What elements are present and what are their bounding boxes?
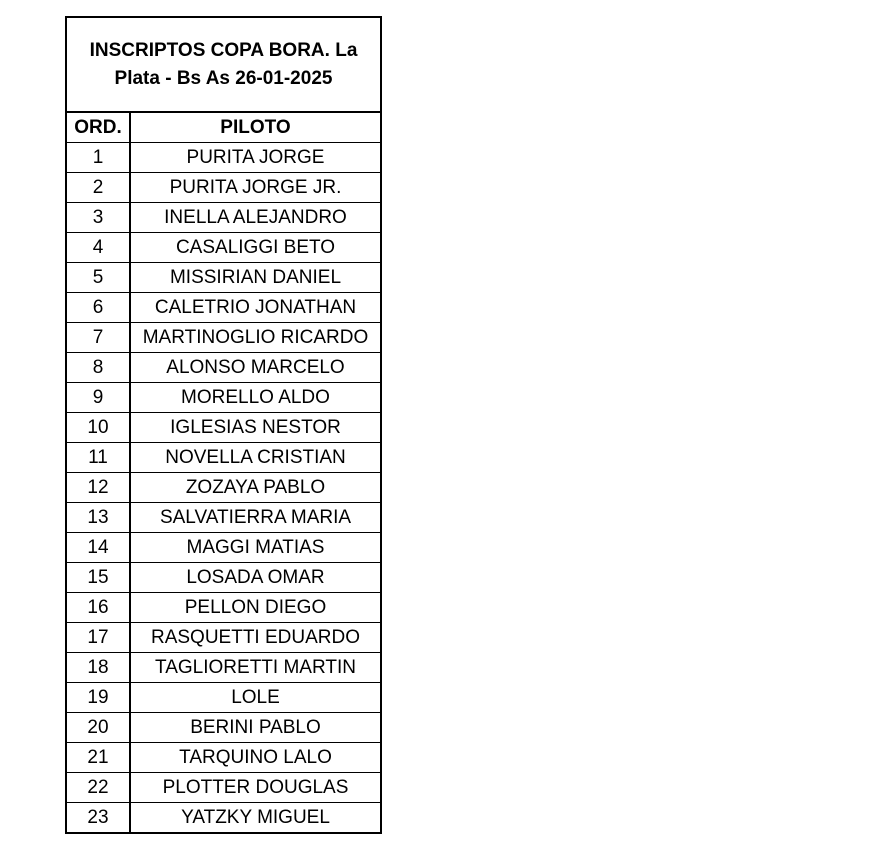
table-row — [67, 563, 380, 593]
piloto-cell: LOLE — [130, 683, 380, 713]
ord-cell: 14 — [67, 533, 130, 563]
piloto-cell: LOSADA OMAR — [130, 563, 380, 593]
sheet-title-line-2: Plata - Bs As 26-01-2025 — [114, 67, 333, 89]
ord-cell: 9 — [67, 383, 130, 413]
piloto-cell: BERINI PABLO — [130, 713, 380, 743]
ord-cell: 11 — [67, 443, 130, 473]
table-row — [67, 443, 380, 473]
piloto-cell: MISSIRIAN DANIEL — [130, 263, 380, 293]
table-row — [67, 173, 380, 203]
ord-cell: 1 — [67, 143, 130, 173]
table-row — [67, 653, 380, 683]
piloto-cell: ZOZAYA PABLO — [130, 473, 380, 503]
sheet-title — [67, 18, 380, 113]
table-row — [67, 593, 380, 623]
ord-cell: 10 — [67, 413, 130, 443]
piloto-cell: TARQUINO LALO — [130, 743, 380, 773]
piloto-cell: MAGGI MATIAS — [130, 533, 380, 563]
table-row — [67, 473, 380, 503]
column-header-piloto: PILOTO — [130, 113, 380, 143]
ord-cell: 2 — [67, 173, 130, 203]
piloto-cell: PURITA JORGE JR. — [130, 173, 380, 203]
table-header-row — [67, 113, 380, 143]
table-row — [67, 203, 380, 233]
ord-cell: 7 — [67, 323, 130, 353]
ord-cell: 15 — [67, 563, 130, 593]
table-row — [67, 413, 380, 443]
table-body — [67, 143, 380, 833]
table-row — [67, 323, 380, 353]
table-row — [67, 803, 380, 833]
table-row — [67, 143, 380, 173]
ord-cell: 20 — [67, 713, 130, 743]
ord-cell: 12 — [67, 473, 130, 503]
ord-cell: 4 — [67, 233, 130, 263]
piloto-cell: CASALIGGI BETO — [130, 233, 380, 263]
ord-cell: 23 — [67, 803, 130, 833]
table-row — [67, 623, 380, 653]
piloto-cell: PURITA JORGE — [130, 143, 380, 173]
piloto-cell: PLOTTER DOUGLAS — [130, 773, 380, 803]
ord-cell: 13 — [67, 503, 130, 533]
table-row — [67, 713, 380, 743]
table-row — [67, 293, 380, 323]
ord-cell: 21 — [67, 743, 130, 773]
piloto-cell: MORELLO ALDO — [130, 383, 380, 413]
ord-cell: 6 — [67, 293, 130, 323]
ord-cell: 3 — [67, 203, 130, 233]
ord-cell: 22 — [67, 773, 130, 803]
piloto-cell: ALONSO MARCELO — [130, 353, 380, 383]
ord-cell: 5 — [67, 263, 130, 293]
piloto-cell: SALVATIERRA MARIA — [130, 503, 380, 533]
table-row — [67, 743, 380, 773]
ord-cell: 17 — [67, 623, 130, 653]
piloto-cell: CALETRIO JONATHAN — [130, 293, 380, 323]
table-row — [67, 353, 380, 383]
table-row — [67, 503, 380, 533]
ord-cell: 8 — [67, 353, 130, 383]
table-row — [67, 383, 380, 413]
piloto-cell: PELLON DIEGO — [130, 593, 380, 623]
ord-cell: 19 — [67, 683, 130, 713]
registrants-table — [67, 113, 380, 832]
table-row — [67, 263, 380, 293]
ord-cell: 18 — [67, 653, 130, 683]
piloto-cell: MARTINOGLIO RICARDO — [130, 323, 380, 353]
piloto-cell: YATZKY MIGUEL — [130, 803, 380, 833]
piloto-cell: IGLESIAS NESTOR — [130, 413, 380, 443]
piloto-cell: TAGLIORETTI MARTIN — [130, 653, 380, 683]
sheet-title-line-1: INSCRIPTOS COPA BORA. La — [89, 39, 358, 61]
registrants-sheet — [65, 16, 382, 834]
table-row — [67, 773, 380, 803]
piloto-cell: NOVELLA CRISTIAN — [130, 443, 380, 473]
table-row — [67, 233, 380, 263]
ord-cell: 16 — [67, 593, 130, 623]
table-row — [67, 533, 380, 563]
column-header-ord: ORD. — [67, 113, 130, 143]
piloto-cell: RASQUETTI EDUARDO — [130, 623, 380, 653]
table-row — [67, 683, 380, 713]
piloto-cell: INELLA ALEJANDRO — [130, 203, 380, 233]
